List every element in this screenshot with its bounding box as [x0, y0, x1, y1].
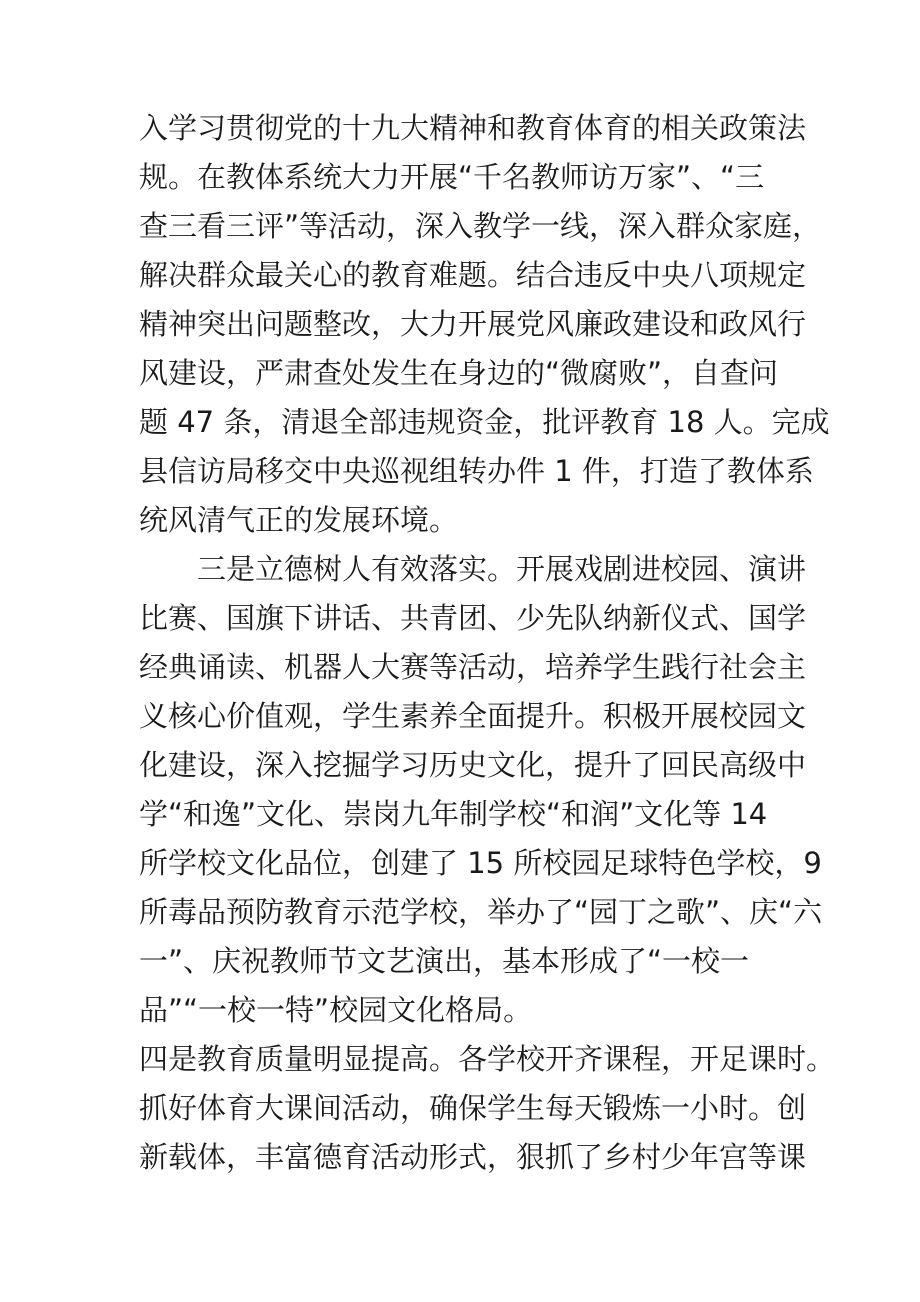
paragraph-start-line: 四是教育质量明显提高。各学校开齐课程，开足课时。 — [139, 1042, 836, 1076]
text-line: 化建设，深入挖掘学习历史文化，提升了回民高级中 — [139, 748, 807, 782]
text-line: 品”“一校一特”校园文化格局。 — [139, 993, 533, 1027]
text-line: 抓好体育大课间活动，确保学生每天锻炼一小时。创 — [139, 1091, 807, 1125]
text-line: 解决群众最关心的教育难题。结合违反中央八项规定 — [139, 258, 807, 292]
text-line: 义核心价值观，学生素养全面提升。积极开展校园文 — [139, 699, 807, 733]
text-line: 县信访局移交中央巡视组转办件 1 件，打造了教体系 — [139, 454, 814, 488]
text-line: 精神突出问题整改，大力开展党风廉政建设和政风行 — [139, 307, 807, 341]
text-line: 入学习贯彻党的十九大精神和教育体育的相关政策法 — [139, 111, 807, 145]
text-line: 学“和逸”文化、崇岗九年制学校“和润”文化等 14 — [139, 797, 768, 831]
text-line: 所学校文化品位，创建了 15 所校园足球特色学校，9 — [139, 846, 822, 880]
text-line: 查三看三评”等活动，深入教学一线，深入群众家庭， — [139, 209, 822, 243]
paragraph-start-line: 三是立德树人有效落实。开展戏剧进校园、演讲 — [197, 552, 807, 586]
text-line: 比赛、国旗下讲话、共青团、少先队纳新仪式、国学 — [139, 601, 807, 635]
text-line: 所毒品预防教育示范学校，举办了“园丁之歌”、庆“六 — [139, 895, 823, 929]
text-line: 新载体，丰富德育活动形式，狠抓了乡村少年宫等课 — [139, 1140, 807, 1174]
text-line: 风建设，严肃查处发生在身边的“微腐败”，自查问 — [139, 356, 779, 390]
text-line: 统风清气正的发展环境。 — [139, 503, 459, 537]
body-text — [139, 104, 836, 1182]
text-line: 一”、庆祝教师节文艺演出，基本形成了“一校一 — [139, 944, 750, 978]
text-line: 题 47 条，清退全部违规资金，批评教育 18 人。完成 — [139, 405, 830, 439]
text-line: 经典诵读、机器人大赛等活动，培养学生践行社会主 — [139, 650, 807, 684]
text-line: 规。在教体系统大力开展“千名教师访万家”、“三 — [139, 160, 765, 194]
